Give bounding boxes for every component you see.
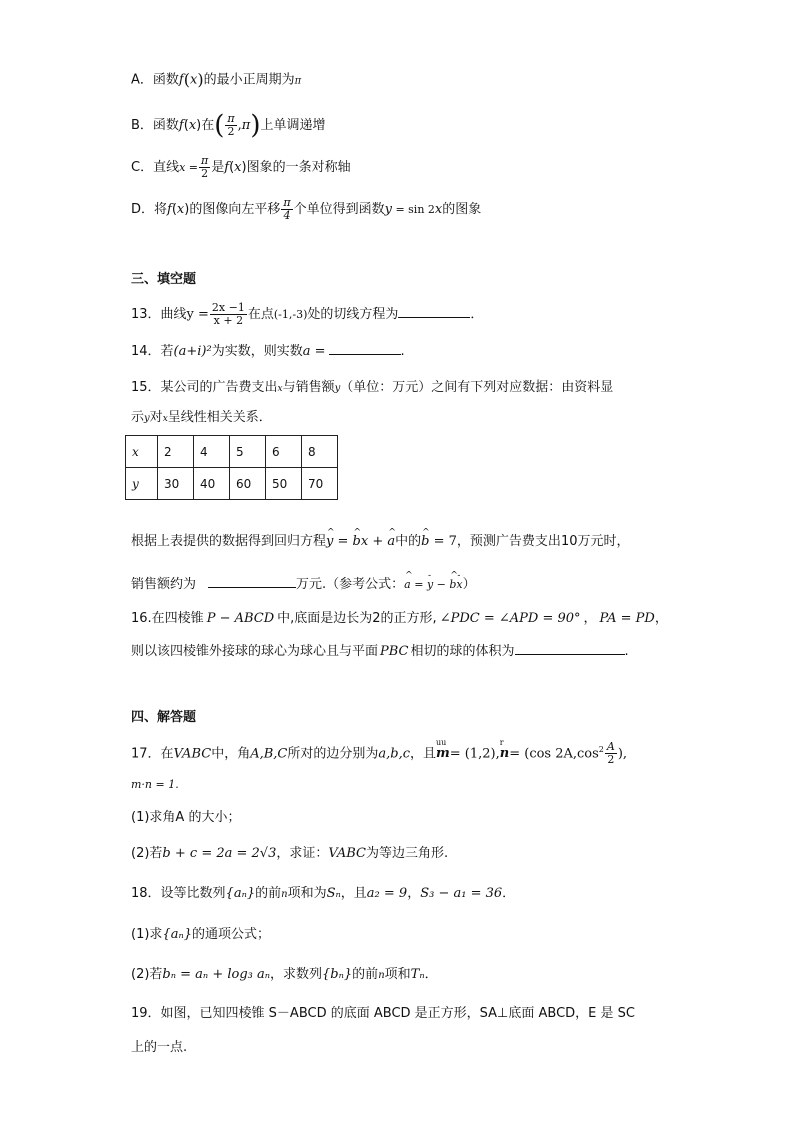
answer-blank[interactable] — [329, 340, 401, 355]
fraction-a-over-2: $\frac{A}{2}$ — [606, 740, 615, 767]
option-d: D．将f(x)的图像向左平移 $\frac{\pi}{4}$ 个单位得到函数y = sin 2x的图象 — [131, 196, 482, 222]
table-row — [126, 468, 338, 500]
question-16-line1: 16.在四棱锥 P − ABCD 中,底面是边长为2的正方形, ∠PDC = ∠APD = 90° ， PA = PD， — [131, 611, 668, 626]
table-cell: 5 — [230, 436, 266, 468]
question-15-line4: 销售额约为 万元.（参考公式：^ a = - y − ^ b- x） — [131, 573, 476, 595]
fraction-pi-over-2: $\frac{\pi}{2}$ — [227, 112, 235, 138]
table-cell: 60 — [230, 468, 266, 500]
question-18-part2: (2)若bₙ = aₙ + log₃ aₙ，求数列{bₙ}的前n项和Tₙ． — [131, 967, 438, 982]
vector-n: r n — [499, 738, 510, 762]
question-19-line1: 19．如图，已知四棱锥 S－ABCD 的底面 ABCD 是正方形，SA⊥底面 ABCD，E 是 SC — [131, 1006, 635, 1021]
question-17-line1: 17．在VABC中，角A,B,C所对的边分别为a,b,c，且 uu m= (1,2), r n= (cos $2A,\cos^2$ $\frac{A}{2}$ ), — [131, 738, 628, 767]
section-heading-fill-in: 三、填空题 — [131, 272, 197, 287]
question-15-line2: 示y对x呈线性相关关系． — [131, 410, 272, 425]
answer-blank[interactable] — [398, 303, 470, 318]
fraction-pi-over-2: $\frac{\pi}{2}$ — [201, 154, 209, 180]
data-table — [125, 435, 338, 500]
question-17-part2: (2)若b + c = 2a = 2√3，求证：VABC为等边三角形. — [131, 846, 449, 861]
vector-m: uu m — [436, 738, 450, 762]
question-19-line2: 上的一点. — [131, 1040, 188, 1055]
answer-blank[interactable] — [515, 640, 625, 655]
table-cell: 70 — [302, 468, 338, 500]
table-cell: 40 — [194, 468, 230, 500]
question-14: 14．若(a+i)²为实数，则实数a = . — [131, 340, 405, 362]
question-15-line3: 根据上表提供的数据得到回归方程^ y = ^ bx + ^ a中的^ b = 7，预测广告费支出10万元时， — [131, 532, 629, 552]
table-cell: y — [126, 468, 158, 500]
fraction-pi-over-4: $\frac{\pi}{4}$ — [283, 196, 291, 222]
question-13: 13．曲线y = $\frac{2x -1}{x + 2}$ 在点(-1,-3)处的切线方程为 ． — [131, 301, 484, 327]
question-18-part1: (1)求{aₙ}的通项公式； — [131, 927, 270, 942]
question-18-line1: 18．设等比数列{aₙ}的前n项和为Sₙ，且a₂ = 9，S₃ − a₁ = 36． — [131, 886, 516, 901]
table-cell: 6 — [266, 436, 302, 468]
fx-expr: f — [178, 72, 184, 88]
answer-blank[interactable] — [208, 573, 296, 588]
table-cell: 4 — [194, 436, 230, 468]
option-a: A．函数f(x)的最小正周期为π — [131, 70, 302, 89]
option-b: B．函数f(x)在( $\frac{\pi}{2}$ ,π)上单调递增 — [131, 110, 326, 141]
table-row — [126, 436, 338, 468]
fraction-curve: $\frac{2x -1}{x + 2}$ — [211, 301, 245, 327]
table-cell: 2 — [158, 436, 194, 468]
question-15-line1: 15．某公司的广告费支出x与销售额y（单位：万元）之间有下列对应数据：由资料显 — [131, 380, 614, 395]
table-cell: 50 — [266, 468, 302, 500]
question-17-part1: (1)求角A 的大小； — [131, 810, 241, 825]
section-heading-answer: 四、解答题 — [131, 710, 197, 725]
question-16-line2: 则以该四棱锥外接球的球心为球心且与平面 PBC 相切的球的体积为 . — [131, 640, 629, 662]
table-cell: x — [126, 436, 158, 468]
table-cell: 8 — [302, 436, 338, 468]
table-cell: 30 — [158, 468, 194, 500]
option-c: C．直线x = $\frac{\pi}{2}$ 是f(x)图象的一条对称轴 — [131, 154, 351, 180]
question-17-line2: m·n = 1. — [131, 778, 179, 791]
